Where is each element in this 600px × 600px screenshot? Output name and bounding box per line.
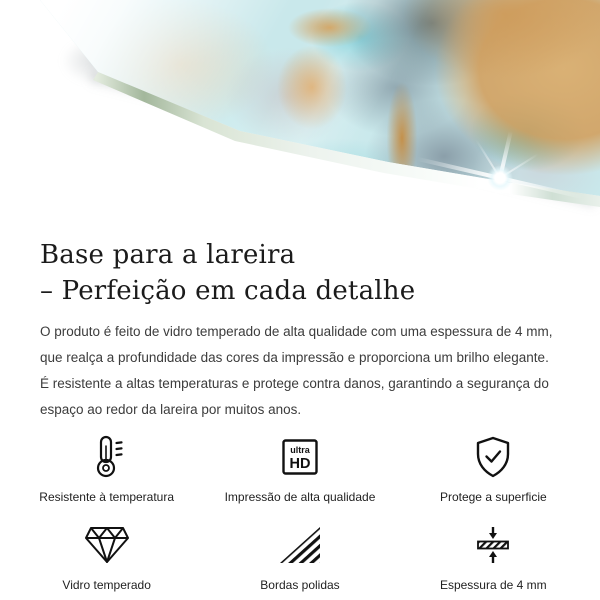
thickness-arrows-icon [473,520,513,570]
description-section [0,237,600,423]
page-title [40,237,560,309]
hero-product-image [0,0,600,230]
ultra-hd-icon [280,432,320,482]
svg-text:HD: HD [289,456,311,472]
feature-temperature [10,432,203,504]
product-description: O produto é feito de vidro temperado de alta qualidade com uma espessura de 4 mm, que realça a profundidade das cores da impressão e proporciona um brilho elegante. É resistente a altas temperaturas e protege contra danos, garantindo a segurança do espaço ao redor da lareira por muitos anos. [40,324,553,417]
feature-grid [0,432,600,592]
thermometer-icon [90,432,124,482]
feature-label: Impressão de alta qualidade [224,490,376,504]
polished-edges-icon [278,520,322,570]
feature-label: Bordas polidas [260,578,340,592]
feature-tempered-glass [10,520,203,592]
feature-label: Resistente à temperatura [39,490,175,504]
feature-print-quality [203,432,396,504]
title-line-1: Base para a lareira [40,240,296,270]
feature-label: Protege a superficie [439,490,547,504]
feature-label: Espessura de 4 mm [439,578,547,592]
diamond-icon [83,520,131,570]
feature-surface-protection [397,432,590,504]
svg-text:ultra: ultra [290,445,310,455]
feature-label: Vidro temperado [62,578,151,592]
shield-check-icon [473,432,513,482]
feature-polished-edges [203,520,396,592]
feature-thickness [397,520,590,592]
title-line-2: – Perfeição em cada detalhe [40,276,416,306]
